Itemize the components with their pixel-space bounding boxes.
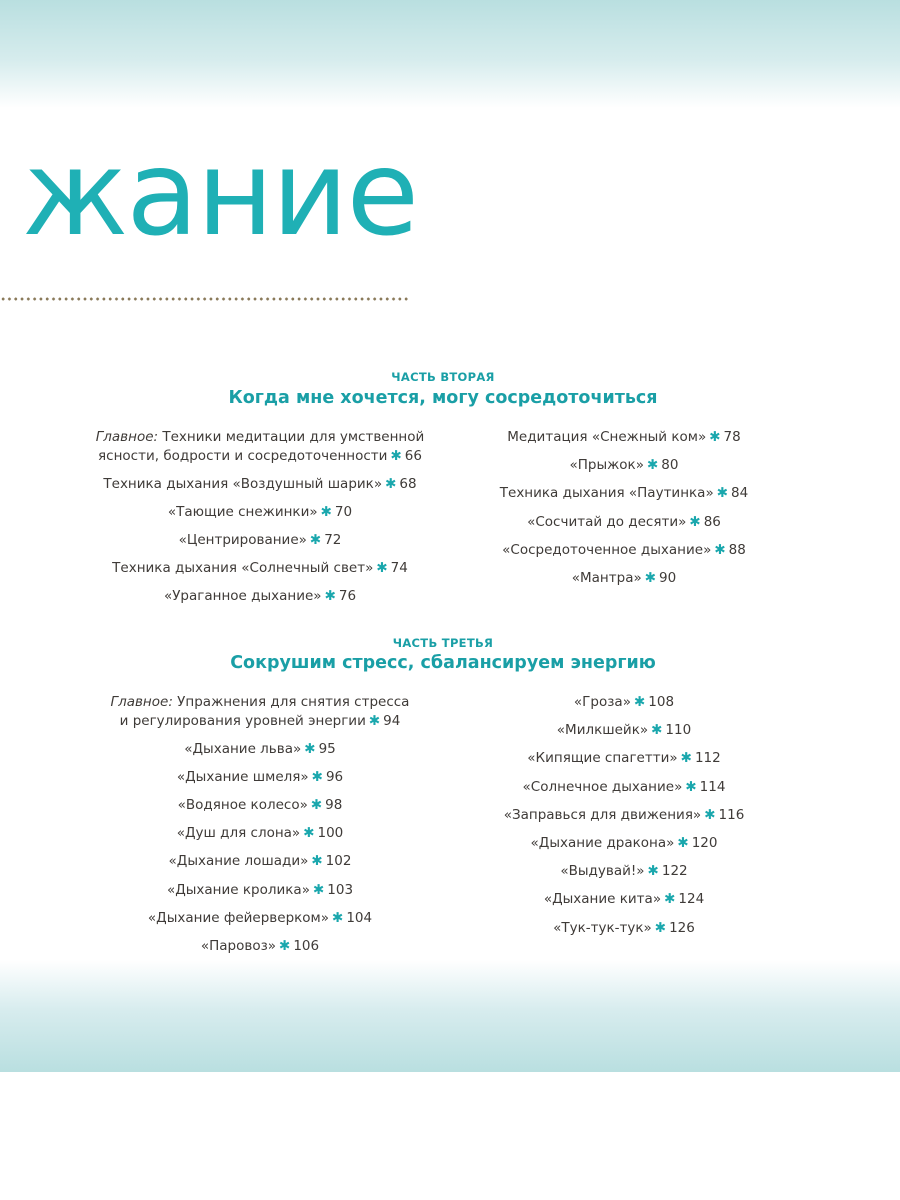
toc-entry-text: «Выдувай!» xyxy=(560,863,645,880)
toc-entry-text: «Ураганное дыхание» xyxy=(163,588,322,605)
toc-page-number: 126 xyxy=(669,919,695,936)
toc-page-number: 70 xyxy=(334,503,353,520)
toc-page-number: 78 xyxy=(723,429,741,445)
toc-entry[interactable] xyxy=(90,852,430,871)
toc-entry[interactable] xyxy=(90,693,430,730)
toc-page-number: 96 xyxy=(325,768,344,785)
toc-entry[interactable] xyxy=(90,824,430,843)
toc-entry-text: и регулирования уровней энергии xyxy=(119,712,366,729)
toc-entry-text: «Сосчитай до десяти» xyxy=(527,513,687,530)
toc-entry-text: «Дыхание фейерверком» xyxy=(147,909,330,926)
toc-entry[interactable] xyxy=(90,881,430,900)
star-icon: ✱ xyxy=(716,485,729,502)
star-icon: ✱ xyxy=(714,541,726,558)
star-icon: ✱ xyxy=(279,938,291,954)
toc-entry-text: Техника дыхания «Паутинка» xyxy=(499,485,714,502)
star-icon: ✱ xyxy=(651,722,663,739)
toc-page-number: 98 xyxy=(325,797,343,814)
star-icon: ✱ xyxy=(709,429,721,445)
toc-entry-text: «Гроза» xyxy=(573,694,631,710)
toc-entry-text: Техника дыхания «Воздушный шарик» xyxy=(103,475,383,492)
toc-entry[interactable] xyxy=(454,428,794,447)
toc-page-number: 102 xyxy=(325,853,352,870)
star-icon: ✱ xyxy=(654,919,667,936)
star-icon: ✱ xyxy=(311,853,323,870)
toc-entry-text: Техники медитации для умственной xyxy=(162,429,425,445)
star-icon: ✱ xyxy=(304,740,316,757)
part-two-left-column xyxy=(90,428,430,616)
toc-entry[interactable] xyxy=(90,937,430,956)
star-icon: ✱ xyxy=(685,778,697,795)
bottom-gradient-band xyxy=(0,960,900,1072)
toc-page-number: 80 xyxy=(661,457,679,474)
toc-entry-text: «Сосредоточенное дыхание» xyxy=(502,541,712,558)
star-icon: ✱ xyxy=(368,712,381,729)
toc-page-number: 76 xyxy=(338,588,357,605)
toc-page-number: 114 xyxy=(699,778,726,795)
toc-entry[interactable] xyxy=(454,693,794,712)
toc-entry-text: «Заправься для движения» xyxy=(503,806,702,823)
toc-page-number: 94 xyxy=(383,712,401,729)
toc-entry[interactable] xyxy=(454,862,794,881)
toc-entry-text: «Водяное колесо» xyxy=(177,797,308,814)
toc-entry-text: «Центрирование» xyxy=(178,532,307,549)
toc-entry-text: «Солнечное дыхание» xyxy=(522,778,683,795)
toc-entry-text: ясности, бодрости и сосредоточенности xyxy=(98,447,388,464)
part-two-label: ЧАСТЬ ВТОРАЯ xyxy=(391,370,495,384)
toc-entry[interactable] xyxy=(90,475,430,494)
toc-entry[interactable] xyxy=(90,740,430,759)
toc-entry-text: Техника дыхания «Солнечный свет» xyxy=(112,560,374,577)
star-icon: ✱ xyxy=(704,806,716,823)
star-icon: ✱ xyxy=(310,797,323,814)
toc-page-number: 116 xyxy=(718,806,745,823)
toc-page-number: 103 xyxy=(327,881,354,898)
toc-entry-text: «Прыжок» xyxy=(569,457,644,474)
part-two-right-column xyxy=(454,428,794,597)
toc-page-number: 88 xyxy=(728,541,746,558)
star-icon: ✱ xyxy=(376,560,388,577)
toc-page-number: 90 xyxy=(659,569,677,586)
toc-entry-text: «Дыхание лошади» xyxy=(168,853,309,870)
star-icon: ✱ xyxy=(320,503,332,520)
toc-entry[interactable] xyxy=(90,768,430,787)
star-icon: ✱ xyxy=(664,891,676,908)
toc-page-number: 95 xyxy=(318,740,336,757)
toc-entry-text: «Кипящие спагетти» xyxy=(527,750,678,767)
toc-entry[interactable] xyxy=(454,834,794,853)
star-icon: ✱ xyxy=(647,863,659,880)
part-three-right-column xyxy=(454,693,794,947)
toc-page-number: 66 xyxy=(404,447,422,464)
part-two-title: Когда мне хочется, могу сосредоточиться xyxy=(228,388,658,408)
toc-page-number: 72 xyxy=(324,532,342,549)
star-icon: ✱ xyxy=(644,569,657,586)
toc-page-number: 68 xyxy=(399,475,417,492)
toc-entry-text: «Дыхание шмеля» xyxy=(176,768,309,785)
top-gradient-band xyxy=(0,0,900,108)
toc-entry-text: «Тающие снежинки» xyxy=(167,503,318,520)
toc-entry-text: «Мантра» xyxy=(571,569,642,586)
toc-entry[interactable] xyxy=(454,721,794,740)
star-icon: ✱ xyxy=(324,588,336,605)
toc-entry[interactable] xyxy=(90,531,430,550)
toc-entry-text: «Дыхание льва» xyxy=(184,740,302,757)
toc-entry[interactable] xyxy=(90,428,430,465)
toc-page-number: 122 xyxy=(661,863,688,880)
dotted-divider xyxy=(0,296,410,302)
toc-entry-text: «Дыхание дракона» xyxy=(530,834,675,851)
toc-entry-text: «Паровоз» xyxy=(200,938,277,954)
star-icon: ✱ xyxy=(689,513,701,530)
part-three-title: Сокрушим стресс, сбалансируем энергию xyxy=(230,653,656,673)
toc-entry[interactable] xyxy=(454,778,794,797)
toc-entry[interactable] xyxy=(90,796,430,815)
star-icon: ✱ xyxy=(390,447,402,464)
toc-entry[interactable] xyxy=(454,890,794,909)
toc-page-number: 106 xyxy=(293,938,320,954)
toc-page-number: 74 xyxy=(390,560,408,577)
part-three-label: ЧАСТЬ ТРЕТЬЯ xyxy=(392,636,494,650)
toc-page-number: 124 xyxy=(678,891,705,908)
toc-entry-text: Медитация «Снежный ком» xyxy=(507,429,707,445)
toc-entry[interactable] xyxy=(454,806,794,825)
toc-entry-text: «Душ для слона» xyxy=(176,825,301,842)
toc-page-number: 120 xyxy=(691,834,718,851)
toc-page-number: 110 xyxy=(665,722,692,739)
toc-entry[interactable] xyxy=(454,569,794,588)
star-icon: ✱ xyxy=(677,834,689,851)
toc-entry[interactable] xyxy=(90,503,430,522)
star-icon: ✱ xyxy=(385,475,397,492)
star-icon: ✱ xyxy=(633,694,646,710)
toc-entry[interactable] xyxy=(90,909,430,928)
toc-entry-text: Упражнения для снятия стресса xyxy=(177,694,410,710)
toc-entry[interactable] xyxy=(90,587,430,606)
toc-entry[interactable] xyxy=(454,484,794,503)
toc-entry[interactable] xyxy=(454,456,794,475)
toc-entry-text: «Тук-тук-тук» xyxy=(553,919,652,936)
page-title: жание xyxy=(22,124,418,262)
star-icon: ✱ xyxy=(311,768,323,785)
star-icon: ✱ xyxy=(646,457,659,474)
toc-entry[interactable] xyxy=(90,559,430,578)
toc-entry-prefix: Главное: xyxy=(110,694,173,710)
toc-page-number: 86 xyxy=(703,513,721,530)
star-icon: ✱ xyxy=(309,532,322,549)
part-three-left-column xyxy=(90,693,430,965)
star-icon: ✱ xyxy=(680,750,692,767)
star-icon: ✱ xyxy=(312,881,325,898)
toc-entry[interactable] xyxy=(454,513,794,532)
toc-entry-text: «Дыхание кита» xyxy=(543,891,662,908)
toc-page-number: 100 xyxy=(317,825,344,842)
toc-page-number: 84 xyxy=(731,485,749,502)
toc-entry-text: «Дыхание кролика» xyxy=(166,881,310,898)
toc-entry[interactable] xyxy=(454,749,794,768)
toc-page-number: 108 xyxy=(648,694,675,710)
toc-entry-text: «Милкшейк» xyxy=(556,722,649,739)
star-icon: ✱ xyxy=(332,909,344,926)
toc-entry-prefix: Главное: xyxy=(95,429,159,445)
toc-entry[interactable] xyxy=(454,541,794,560)
toc-page-number: 112 xyxy=(694,750,721,767)
star-icon: ✱ xyxy=(303,825,315,842)
toc-page-number: 104 xyxy=(346,909,373,926)
toc-entry[interactable] xyxy=(454,919,794,938)
